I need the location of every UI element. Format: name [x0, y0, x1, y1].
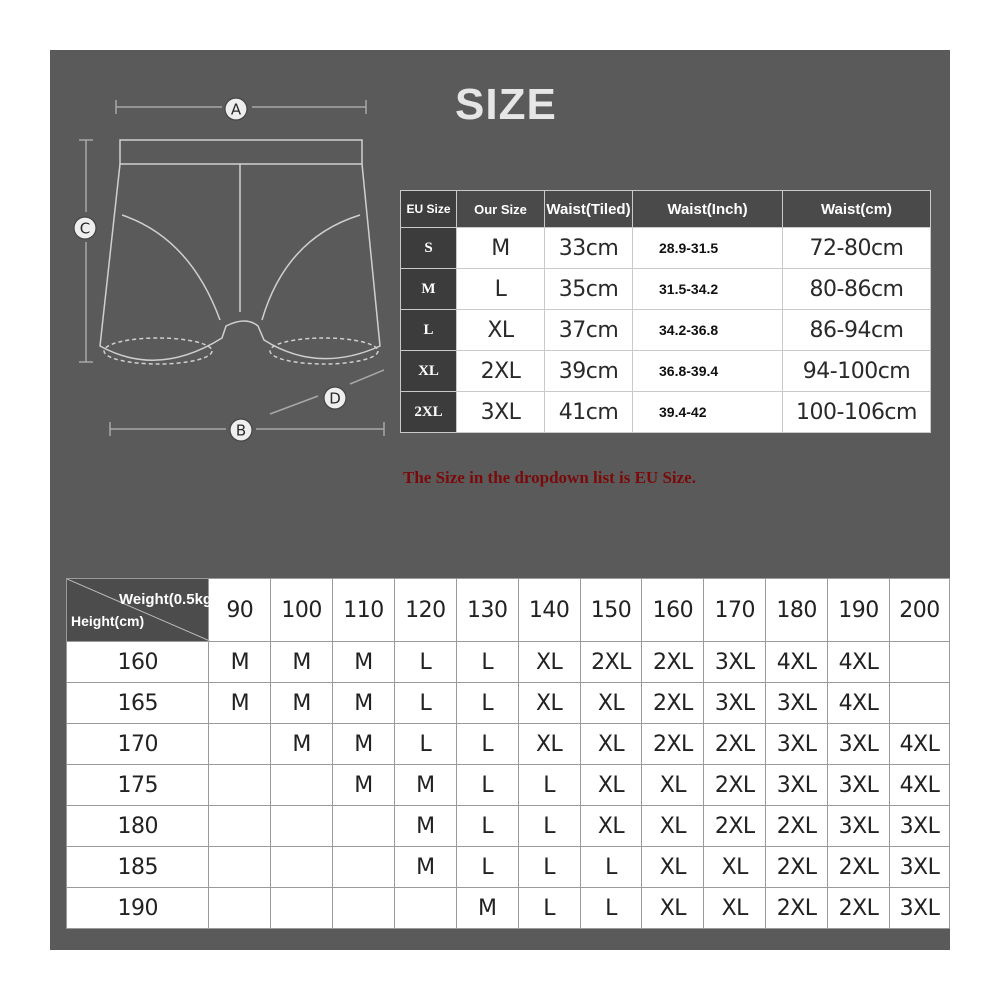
size-cell: 3XL — [828, 765, 890, 806]
size-cell: 2XL — [642, 683, 704, 724]
size-cell: M — [209, 683, 271, 724]
size-cell: M — [333, 724, 395, 765]
size-cell — [333, 847, 395, 888]
size-cell: 3XL — [828, 806, 890, 847]
label-c: C — [79, 219, 91, 238]
label-d: D — [329, 389, 341, 408]
size-chart-panel — [50, 50, 950, 950]
size-cell: L — [518, 765, 580, 806]
size-cell — [333, 888, 395, 929]
weight-header: 200 — [889, 579, 949, 642]
size-cell: 2XL — [828, 847, 890, 888]
height-cell: 175 — [67, 765, 209, 806]
corner-header — [67, 579, 218, 642]
height-cell: 165 — [67, 683, 209, 724]
size-cell — [271, 888, 333, 929]
weight-height-body — [67, 642, 950, 929]
our-size-cell: 2XL — [457, 351, 545, 392]
eu-size-cell: S — [401, 228, 457, 269]
size-cell: 2XL — [704, 806, 766, 847]
weight-header: 90 — [209, 579, 271, 642]
size-title: SIZE — [455, 80, 557, 129]
size-cell: M — [394, 806, 456, 847]
size-cell: L — [394, 642, 456, 683]
size-cell: XL — [704, 847, 766, 888]
size-cell: XL — [642, 888, 704, 929]
size-cell — [271, 765, 333, 806]
size-cell — [271, 806, 333, 847]
size-cell: 3XL — [889, 888, 949, 929]
size-cell: M — [271, 724, 333, 765]
size-cell — [209, 724, 271, 765]
size-cell: L — [394, 724, 456, 765]
weight-height-table — [66, 578, 950, 929]
size-note: The Size in the dropdown list is EU Size. — [403, 468, 696, 487]
size-cell: 2XL — [580, 642, 642, 683]
size-cell: 2XL — [766, 806, 828, 847]
size-cell — [333, 806, 395, 847]
size-cell: XL — [518, 683, 580, 724]
size-cell: 4XL — [828, 642, 890, 683]
size-cell: M — [271, 642, 333, 683]
label-b: B — [235, 421, 247, 440]
size-cell: L — [518, 847, 580, 888]
size-row — [401, 392, 931, 433]
size-cell: 2XL — [704, 724, 766, 765]
height-cell: 180 — [67, 806, 209, 847]
garment-diagram — [50, 50, 400, 470]
size-cell: L — [518, 806, 580, 847]
our-size-cell: 3XL — [457, 392, 545, 433]
our-size-cell: L — [457, 269, 545, 310]
waist-inch-cell: 31.5-34.2 — [633, 269, 783, 310]
size-cell: M — [394, 847, 456, 888]
size-row — [401, 351, 931, 392]
shorts-outline — [100, 140, 380, 364]
waist-cm-cell: 100-106cm — [783, 392, 931, 433]
header-waist-cm: Waist(cm) — [783, 191, 931, 228]
waist-tiled-cell: 41cm — [545, 392, 633, 433]
size-cell: L — [456, 642, 518, 683]
waist-inch-cell: 28.9-31.5 — [633, 228, 783, 269]
height-cell: 190 — [67, 888, 209, 929]
waist-inch-cell: 34.2-36.8 — [633, 310, 783, 351]
right-panel-seam — [262, 215, 360, 320]
height-row — [67, 642, 950, 683]
size-cell: 4XL — [889, 724, 949, 765]
size-cell — [394, 888, 456, 929]
height-cell: 185 — [67, 847, 209, 888]
size-cell: XL — [642, 847, 704, 888]
waist-cm-cell: 94-100cm — [783, 351, 931, 392]
weight-header: 160 — [642, 579, 704, 642]
weight-header-row — [67, 579, 950, 642]
height-row — [67, 724, 950, 765]
dimension-c — [79, 140, 93, 362]
size-cell — [209, 765, 271, 806]
header-waist-tiled: Waist(Tiled) — [545, 191, 633, 228]
size-cell: 3XL — [828, 724, 890, 765]
size-row — [401, 228, 931, 269]
size-cell: L — [580, 888, 642, 929]
waist-cm-cell: 86-94cm — [783, 310, 931, 351]
size-cell — [209, 847, 271, 888]
waist-inch-cell: 39.4-42 — [633, 392, 783, 433]
size-cell: L — [456, 806, 518, 847]
height-row — [67, 847, 950, 888]
eu-size-cell: 2XL — [401, 392, 457, 433]
size-cell: 2XL — [828, 888, 890, 929]
size-table — [400, 190, 931, 433]
size-cell: XL — [580, 765, 642, 806]
size-cell: 2XL — [766, 847, 828, 888]
size-table-header — [401, 191, 931, 228]
header-waist-inch: Waist(Inch) — [633, 191, 783, 228]
size-cell: XL — [704, 888, 766, 929]
eu-size-cell: XL — [401, 351, 457, 392]
height-row — [67, 765, 950, 806]
weight-header: 110 — [333, 579, 395, 642]
our-size-cell: M — [457, 228, 545, 269]
height-cell: 160 — [67, 642, 209, 683]
size-cell: 3XL — [766, 724, 828, 765]
size-cell: L — [456, 683, 518, 724]
size-cell: 3XL — [704, 683, 766, 724]
weight-header: 180 — [766, 579, 828, 642]
size-cell: M — [456, 888, 518, 929]
size-cell: L — [580, 847, 642, 888]
size-cell: L — [518, 888, 580, 929]
size-cell: 2XL — [766, 888, 828, 929]
size-row — [401, 310, 931, 351]
size-cell: M — [333, 765, 395, 806]
height-row — [67, 683, 950, 724]
size-cell: 3XL — [704, 642, 766, 683]
size-cell: 2XL — [642, 642, 704, 683]
size-cell: M — [271, 683, 333, 724]
size-cell: 3XL — [889, 847, 949, 888]
weight-header: 170 — [704, 579, 766, 642]
size-cell — [209, 888, 271, 929]
size-cell: 2XL — [642, 724, 704, 765]
weight-header: 100 — [271, 579, 333, 642]
size-row — [401, 269, 931, 310]
height-axis-label: Height(cm) — [71, 613, 145, 629]
waist-tiled-cell: 39cm — [545, 351, 633, 392]
size-cell: 4XL — [766, 642, 828, 683]
waist-tiled-cell: 33cm — [545, 228, 633, 269]
size-cell: M — [394, 765, 456, 806]
height-row — [67, 888, 950, 929]
waist-cm-cell: 80-86cm — [783, 269, 931, 310]
size-cell: 3XL — [766, 683, 828, 724]
size-cell: 3XL — [766, 765, 828, 806]
weight-header: 150 — [580, 579, 642, 642]
size-cell: XL — [518, 724, 580, 765]
height-cell: 170 — [67, 724, 209, 765]
size-cell: XL — [518, 642, 580, 683]
size-cell: XL — [580, 683, 642, 724]
size-cell: L — [394, 683, 456, 724]
waist-tiled-cell: 37cm — [545, 310, 633, 351]
size-cell: L — [456, 765, 518, 806]
size-cell: 3XL — [889, 806, 949, 847]
waist-cm-cell: 72-80cm — [783, 228, 931, 269]
height-row — [67, 806, 950, 847]
size-cell: XL — [642, 765, 704, 806]
size-cell — [209, 806, 271, 847]
size-cell: XL — [580, 806, 642, 847]
waist-tiled-cell: 35cm — [545, 269, 633, 310]
size-cell: 4XL — [889, 765, 949, 806]
size-cell: 2XL — [704, 765, 766, 806]
weight-header: 140 — [518, 579, 580, 642]
size-cell: M — [209, 642, 271, 683]
size-cell: M — [333, 642, 395, 683]
waist-inch-cell: 36.8-39.4 — [633, 351, 783, 392]
header-eu-size: EU Size — [401, 191, 457, 228]
waistband — [120, 140, 362, 164]
size-cell — [271, 847, 333, 888]
weight-header: 190 — [828, 579, 890, 642]
size-cell: M — [333, 683, 395, 724]
size-cell: L — [456, 847, 518, 888]
label-a: A — [230, 100, 242, 119]
weight-header: 120 — [394, 579, 456, 642]
size-cell — [889, 642, 949, 683]
size-cell: L — [456, 724, 518, 765]
size-cell — [889, 683, 949, 724]
header-our-size: Our Size — [457, 191, 545, 228]
weight-axis-label: Weight(0.5kg) — [119, 591, 218, 608]
eu-size-cell: L — [401, 310, 457, 351]
eu-size-cell: M — [401, 269, 457, 310]
size-cell: XL — [580, 724, 642, 765]
size-cell: 4XL — [828, 683, 890, 724]
size-cell: XL — [642, 806, 704, 847]
left-panel-seam — [122, 215, 220, 320]
corner-divider — [67, 579, 210, 641]
weight-header: 130 — [456, 579, 518, 642]
our-size-cell: XL — [457, 310, 545, 351]
